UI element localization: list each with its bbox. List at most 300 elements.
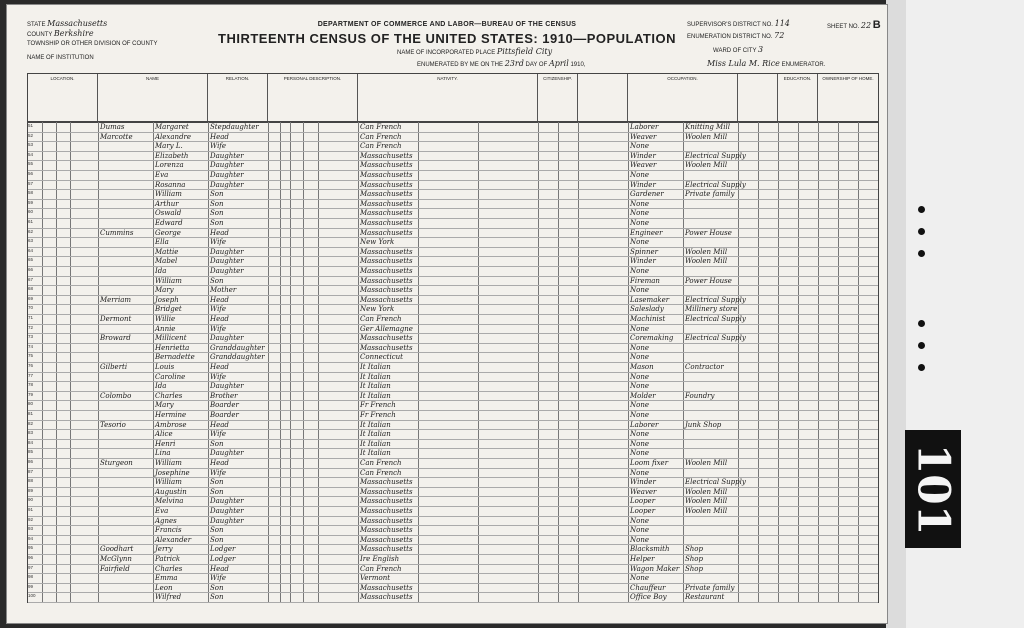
row-number: 57 (28, 180, 34, 186)
row-number: 70 (28, 305, 34, 311)
trade-cell: None (630, 382, 649, 391)
given-name-cell: Patrick (155, 555, 181, 563)
industry-cell: Junk Shop (685, 420, 722, 429)
row-number: 67 (28, 276, 34, 282)
punch-hole (918, 228, 925, 235)
birthplace-cell: Massachusetts (360, 487, 413, 496)
row-number: 63 (28, 238, 34, 244)
surname-cell: Cummins (100, 228, 134, 237)
trade-cell: Lasemaker (630, 295, 670, 304)
industry-cell: Electrical Supply (685, 478, 746, 487)
birthplace-cell: It Italian (360, 420, 391, 429)
row-number: 75 (28, 353, 34, 359)
punch-hole (918, 206, 925, 213)
relation-cell: Head (210, 420, 229, 429)
township-line: TOWNSHIP OR OTHER DIVISION OF COUNTY (27, 41, 158, 47)
relation-cell: Daughter (210, 497, 244, 506)
trade-cell: None (630, 401, 649, 410)
birthplace-cell: Can French (360, 315, 402, 323)
trade-cell: None (630, 353, 649, 362)
row-number: 56 (28, 171, 34, 176)
industry-cell: Power House (685, 228, 732, 237)
given-name-cell: Josephine (155, 468, 190, 477)
column-heading: EDUCATION. (778, 74, 818, 122)
surname-cell: Goodhart (100, 545, 134, 554)
given-name-cell: Charles (155, 391, 183, 400)
given-name-cell: Augustin (155, 487, 187, 496)
column-heading: CITIZENSHIP. (538, 74, 578, 122)
given-name-cell: Agnes (155, 516, 177, 525)
industry-cell: Private family (685, 190, 735, 199)
industry-cell: Contractor (685, 363, 724, 371)
surname-cell: Colombo (100, 391, 132, 400)
relation-cell: Wife (210, 238, 227, 247)
row-number: 91 (28, 507, 34, 512)
birthplace-cell: Massachusetts (360, 516, 413, 525)
relation-cell: Son (210, 593, 224, 602)
industry-cell: Foundry (685, 391, 715, 400)
row-number: 80 (28, 401, 34, 407)
surname-cell: Merriam (100, 295, 132, 304)
industry-cell: Woolen Mill (685, 459, 728, 467)
row-number: 76 (28, 363, 34, 368)
relation-cell: Head (210, 564, 229, 573)
trade-cell: Looper (630, 507, 656, 515)
industry-cell: Private family (685, 583, 735, 592)
column-heading: RELATION. (208, 74, 268, 122)
relation-cell: Daughter (210, 247, 244, 256)
birthplace-cell: Can French (360, 564, 402, 573)
given-name-cell: Wilfred (155, 593, 182, 602)
relation-cell: Son (210, 209, 224, 218)
birthplace-cell: Vermont (360, 574, 391, 583)
punch-hole (918, 364, 925, 371)
given-name-cell: Arthur (155, 199, 179, 208)
row-number: 59 (28, 199, 34, 205)
given-name-cell: Mary (155, 286, 174, 295)
row-number: 86 (28, 459, 34, 464)
relation-cell: Daughter (210, 171, 244, 179)
relation-cell: Head (210, 315, 229, 323)
birthplace-cell: It Italian (360, 382, 391, 391)
row-number: 82 (28, 420, 34, 426)
trade-cell: None (630, 439, 649, 448)
given-name-cell: Lina (155, 449, 171, 458)
relation-cell: Daughter (210, 382, 244, 391)
row-number: 90 (28, 497, 34, 503)
birthplace-cell: Massachusetts (360, 526, 413, 535)
surname-cell: Gilberti (100, 363, 128, 371)
state-line: STATE Massachusetts (27, 19, 108, 28)
row-number: 81 (28, 411, 34, 416)
given-name-cell: Henrietta (155, 343, 190, 352)
row-number: 88 (28, 478, 34, 484)
surname-cell: Broward (100, 334, 131, 343)
relation-cell: Daughter (210, 449, 244, 458)
column-heading (738, 74, 778, 122)
given-name-cell: Mabel (155, 257, 178, 266)
given-name-cell: Alice (155, 430, 173, 439)
row-rule (28, 602, 878, 603)
relation-cell: Head (210, 459, 229, 467)
birthplace-cell: Can French (360, 142, 402, 151)
row-number: 72 (28, 324, 34, 330)
birthplace-cell: Connecticut (360, 353, 403, 362)
birthplace-cell: Massachusetts (360, 190, 413, 199)
relation-cell: Boarder (210, 411, 239, 419)
relation-cell: Granddaughter (210, 343, 265, 352)
relation-cell: Son (210, 439, 224, 448)
given-name-cell: Joseph (155, 295, 179, 304)
given-name-cell: Mary L. (155, 142, 183, 151)
relation-cell: Daughter (210, 516, 244, 525)
surname-cell: Dumas (100, 123, 125, 131)
column-heading: OWNERSHIP OF HOME. (822, 76, 874, 81)
birthplace-cell: It Italian (360, 372, 391, 381)
industry-cell: Millinery store (685, 305, 738, 314)
given-name-cell: Ida (155, 267, 167, 275)
birthplace-cell: It Italian (360, 391, 391, 400)
given-name-cell: William (155, 459, 182, 467)
relation-cell: Daughter (210, 507, 244, 515)
row-number: 83 (28, 430, 34, 436)
relation-cell: Head (210, 228, 229, 237)
birthplace-cell: Massachusetts (360, 199, 413, 208)
given-name-cell: Jerry (155, 545, 173, 554)
row-number: 65 (28, 257, 34, 263)
birthplace-cell: Massachusetts (360, 295, 413, 304)
column-heading: NAME (98, 74, 208, 122)
industry-cell: Woolen Mill (685, 497, 728, 506)
relation-cell: Wife (210, 305, 227, 314)
given-name-cell: Annie (155, 324, 176, 333)
trade-cell: None (630, 535, 649, 544)
birthplace-cell: Massachusetts (360, 180, 413, 189)
row-number: 71 (28, 315, 34, 320)
relation-cell: Son (210, 199, 224, 208)
trade-cell: Winder (630, 478, 656, 487)
row-number: 54 (28, 151, 34, 157)
trade-cell: None (630, 343, 649, 352)
industry-cell: Woolen Mill (685, 161, 728, 170)
industry-cell: Knitting Mill (685, 123, 730, 131)
trade-cell: Laborer (630, 123, 659, 131)
row-number: 78 (28, 382, 34, 388)
relation-cell: Brother (210, 391, 238, 400)
relation-cell: Wife (210, 468, 227, 477)
trade-cell: Winder (630, 151, 656, 160)
row-number: 61 (28, 219, 34, 224)
relation-cell: Lodger (210, 555, 236, 563)
trade-cell: None (630, 286, 649, 295)
column-heading (578, 74, 628, 122)
given-name-cell: Willie (155, 315, 176, 323)
industry-cell: Woolen Mill (685, 257, 728, 266)
column-headings (27, 73, 879, 123)
given-name-cell: Rosanna (155, 180, 186, 189)
relation-cell: Mother (210, 286, 237, 295)
relation-cell: Son (210, 276, 224, 285)
birthplace-cell: Fr French (360, 401, 396, 410)
birthplace-cell: Can French (360, 123, 402, 131)
given-name-cell: Mary (155, 401, 174, 410)
trade-cell: None (630, 526, 649, 535)
trade-cell: Weaver (630, 487, 657, 496)
trade-cell: None (630, 199, 649, 208)
relation-cell: Wife (210, 142, 227, 151)
row-number: 69 (28, 295, 34, 301)
given-name-cell: Ida (155, 382, 167, 391)
relation-cell: Boarder (210, 401, 239, 410)
given-name-cell: Hermine (155, 411, 187, 419)
birthplace-cell: Massachusetts (360, 545, 413, 554)
trade-cell: None (630, 411, 649, 419)
trade-cell: None (630, 238, 649, 247)
trade-cell: Helper (630, 555, 655, 563)
birthplace-cell: Can French (360, 468, 402, 477)
industry-cell: Woolen Mill (685, 487, 728, 496)
row-number: 66 (28, 267, 34, 272)
census-title: THIRTEENTH CENSUS OF THE UNITED STATES: 1910—POPULATION (218, 31, 676, 46)
trade-cell: None (630, 171, 649, 179)
industry-cell: Shop (685, 545, 703, 554)
trade-cell: Fireman (630, 276, 660, 285)
relation-cell: Daughter (210, 267, 244, 275)
trade-cell: None (630, 430, 649, 439)
row-number: 94 (28, 535, 34, 541)
industry-cell: Electrical Supply (685, 334, 746, 343)
surname-cell: Dermont (100, 315, 132, 323)
given-name-cell: Elizabeth (155, 151, 189, 160)
birthplace-cell: Massachusetts (360, 497, 413, 506)
relation-cell: Wife (210, 372, 227, 381)
relation-cell: Lodger (210, 545, 236, 554)
birthplace-cell: Ire English (360, 555, 400, 563)
birthplace-cell: Massachusetts (360, 209, 413, 218)
industry-cell: Shop (685, 555, 703, 563)
industry-cell: Power House (685, 276, 732, 285)
birthplace-cell: Massachusetts (360, 276, 413, 285)
row-number: 68 (28, 286, 34, 292)
row-number: 93 (28, 526, 34, 532)
relation-cell: Son (210, 487, 224, 496)
given-name-cell: Henri (155, 439, 176, 448)
birthplace-cell: Massachusetts (360, 593, 413, 602)
row-number: 95 (28, 545, 34, 551)
given-name-cell: Bridget (155, 305, 182, 314)
given-name-cell: Louis (155, 363, 175, 371)
trade-cell: None (630, 449, 649, 458)
given-name-cell: Ambrose (155, 420, 187, 429)
given-name-cell: Melvina (155, 497, 184, 506)
row-number: 92 (28, 516, 34, 522)
punch-hole (918, 320, 925, 327)
given-name-cell: Mattie (155, 247, 179, 256)
row-number: 53 (28, 142, 34, 148)
relation-cell: Daughter (210, 180, 244, 189)
birthplace-cell: Massachusetts (360, 171, 413, 179)
industry-cell: Woolen Mill (685, 247, 728, 256)
relation-cell: Daughter (210, 334, 244, 343)
relation-cell: Head (210, 295, 229, 304)
birthplace-cell: Massachusetts (360, 219, 413, 227)
birthplace-cell: It Italian (360, 363, 391, 371)
trade-cell: Engineer (630, 228, 663, 237)
given-name-cell: Oswald (155, 209, 182, 218)
relation-cell: Wife (210, 324, 227, 333)
trade-cell: None (630, 574, 649, 583)
given-name-cell: Ella (155, 238, 169, 247)
trade-cell: None (630, 142, 649, 151)
birthplace-cell: Can French (360, 132, 402, 141)
census-sheet (6, 4, 888, 624)
row-number: 52 (28, 132, 34, 138)
trade-cell: Gardener (630, 190, 664, 199)
row-number: 97 (28, 564, 34, 570)
relation-cell: Head (210, 132, 229, 141)
birthplace-cell: Massachusetts (360, 247, 413, 256)
birthplace-cell: Fr French (360, 411, 396, 419)
punch-hole (918, 250, 925, 257)
industry-cell: Electrical Supply (685, 180, 746, 189)
trade-cell: Molder (630, 391, 656, 400)
industry-cell: Electrical Supply (685, 315, 746, 323)
given-name-cell: Edward (155, 219, 183, 227)
row-number: 99 (28, 583, 34, 589)
trade-cell: None (630, 516, 649, 525)
trade-cell: Laborer (630, 420, 659, 429)
trade-cell: Winder (630, 257, 656, 266)
given-name-cell: Margaret (155, 123, 189, 131)
trade-cell: Coremaking (630, 334, 674, 343)
given-name-cell: Eva (155, 171, 169, 179)
row-number: 64 (28, 247, 34, 253)
row-number: 98 (28, 574, 34, 580)
trade-cell: None (630, 324, 649, 333)
trade-cell: Blacksmith (630, 545, 670, 554)
census-table (27, 121, 879, 603)
given-name-cell: Leon (155, 583, 173, 592)
given-name-cell: Charles (155, 564, 183, 573)
trade-cell: None (630, 267, 649, 275)
birthplace-cell: Massachusetts (360, 507, 413, 515)
birthplace-cell: Massachusetts (360, 267, 413, 275)
department-heading: DEPARTMENT OF COMMERCE AND LABOR—BUREAU OF THE CENSUS (317, 21, 577, 28)
row-number: 74 (28, 343, 34, 349)
trade-cell: Spinner (630, 247, 659, 256)
given-name-cell: William (155, 276, 182, 285)
trade-cell: None (630, 219, 649, 227)
given-name-cell: Lorenza (155, 161, 184, 170)
birthplace-cell: It Italian (360, 430, 391, 439)
surname-cell: Marcotte (100, 132, 133, 141)
relation-cell: Son (210, 219, 224, 227)
row-number: 87 (28, 468, 34, 474)
supervisor-line: SUPERVISOR'S DISTRICT NO. 114 (687, 19, 790, 28)
industry-cell: Restaurant (685, 593, 725, 602)
trade-cell: Chauffeur (630, 583, 666, 592)
given-name-cell: William (155, 478, 182, 487)
industry-cell: Electrical Supply (685, 295, 746, 304)
trade-cell: Loom fixer (630, 459, 669, 467)
row-number: 51 (28, 123, 34, 128)
relation-cell: Stepdaughter (210, 123, 259, 131)
enumerator-line: Miss Lula M. Rice ENUMERATOR. (707, 59, 826, 68)
relation-cell: Head (210, 363, 229, 371)
relation-cell: Daughter (210, 161, 244, 170)
industry-cell: Shop (685, 564, 703, 573)
birthplace-cell: Massachusetts (360, 535, 413, 544)
relation-cell: Son (210, 583, 224, 592)
trade-cell: Office Boy (630, 593, 667, 602)
birthplace-cell: Massachusetts (360, 334, 413, 343)
row-number: 58 (28, 190, 34, 196)
column-heading: NATIVITY. (358, 74, 538, 122)
row-number: 60 (28, 209, 34, 215)
surname-cell: Fairfield (100, 564, 130, 573)
birthplace-cell: Massachusetts (360, 228, 413, 237)
row-number: 73 (28, 334, 34, 340)
trade-cell: Machinist (630, 315, 666, 323)
trade-cell: Saleslady (630, 305, 664, 314)
birthplace-cell: New York (360, 305, 395, 314)
given-name-cell: Alexandre (155, 132, 192, 141)
industry-cell: Woolen Mill (685, 507, 728, 515)
trade-cell: Wagon Maker (630, 564, 680, 573)
relation-cell: Daughter (210, 151, 244, 160)
row-number: 62 (28, 228, 34, 234)
given-name-cell: William (155, 190, 182, 199)
birthplace-cell: Ger Allemagne (360, 324, 413, 333)
relation-cell: Wife (210, 430, 227, 439)
row-number: 79 (28, 391, 34, 397)
trade-cell: None (630, 468, 649, 477)
row-number: 96 (28, 555, 34, 560)
given-name-cell: Alexander (155, 535, 192, 544)
birthplace-cell: Massachusetts (360, 151, 413, 160)
surname-cell: McGlynn (100, 555, 132, 563)
relation-cell: Daughter (210, 257, 244, 266)
sheet-line: SHEET NO. 22 B (827, 19, 881, 31)
surname-cell: Sturgeon (100, 459, 133, 467)
industry-cell: Woolen Mill (685, 132, 728, 141)
trade-cell: None (630, 209, 649, 218)
enumeration-line: ENUMERATION DISTRICT NO. 72 (687, 31, 785, 40)
relation-cell: Son (210, 190, 224, 199)
birthplace-cell: Massachusetts (360, 583, 413, 592)
birthplace-cell: Massachusetts (360, 478, 413, 487)
given-name-cell: Eva (155, 507, 169, 515)
row-number: 85 (28, 449, 34, 455)
given-name-cell: George (155, 228, 181, 237)
enumerated-line: ENUMERATED BY ME ON THE 23rd DAY OF April 1910, (417, 59, 586, 68)
ward-line: WARD OF CITY 3 (713, 45, 764, 54)
industry-cell: Electrical Supply (685, 151, 746, 160)
page-number-stamp: 101 (905, 430, 961, 548)
relation-cell: Granddaughter (210, 353, 265, 362)
row-number: 100 (28, 593, 36, 599)
trade-cell: Looper (630, 497, 656, 506)
birthplace-cell: Massachusetts (360, 343, 413, 352)
trade-cell: Weaver (630, 161, 657, 170)
birthplace-cell: Massachusetts (360, 286, 413, 295)
given-name-cell: Emma (155, 574, 178, 583)
birthplace-cell: It Italian (360, 449, 391, 458)
institution-line: NAME OF INSTITUTION (27, 55, 94, 61)
birthplace-cell: Massachusetts (360, 257, 413, 266)
trade-cell: Winder (630, 180, 656, 189)
relation-cell: Son (210, 535, 224, 544)
